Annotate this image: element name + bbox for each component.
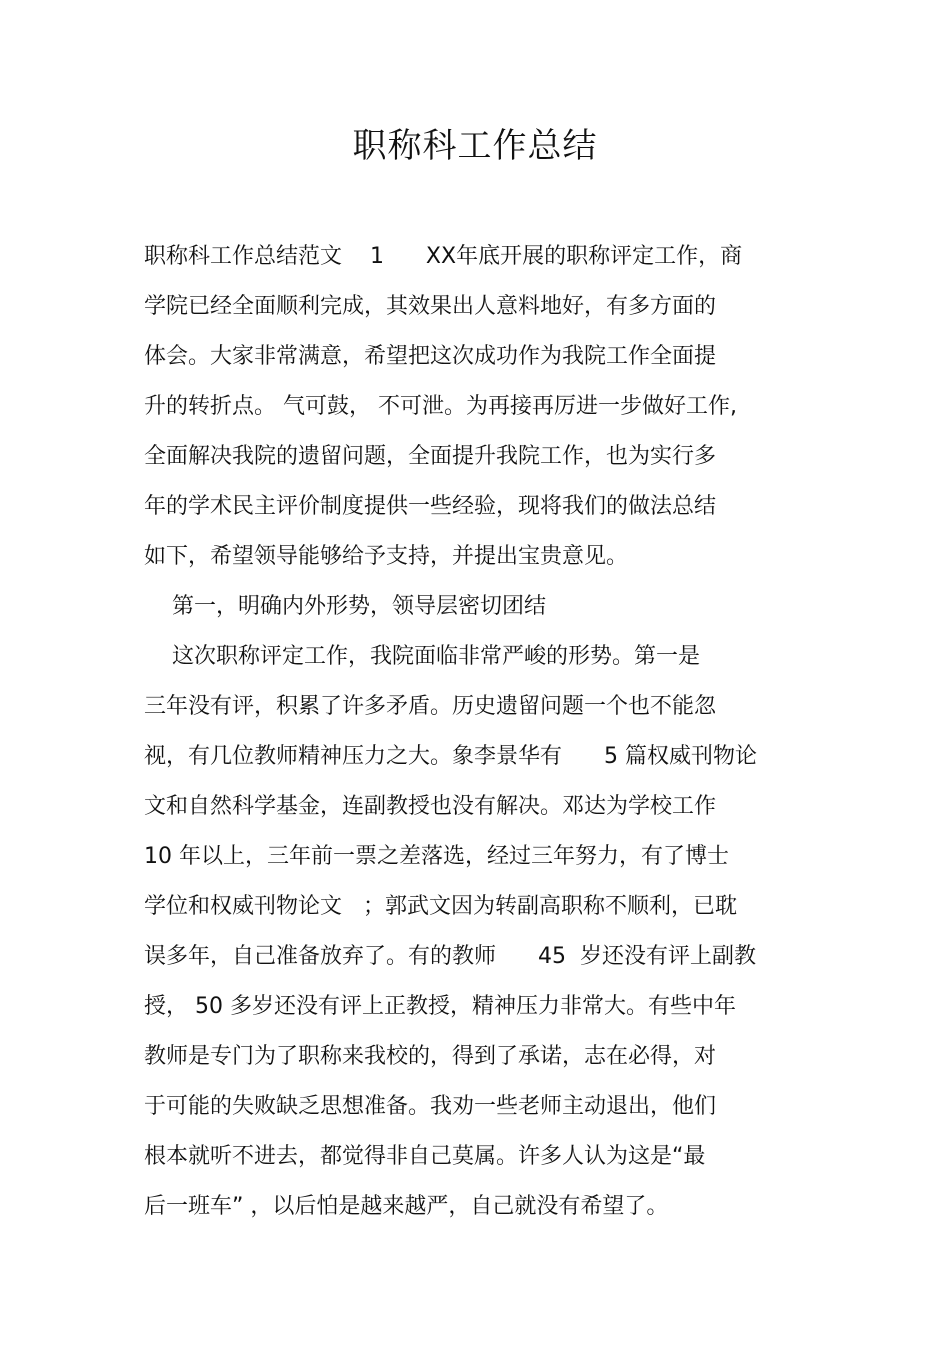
text-line: 年的学术民主评价制度提供一些经验，现将我们的做法总结 (144, 494, 717, 519)
text-line: 如下，希望领导能够给予支持，并提出宝贵意见。 (144, 544, 629, 569)
section-heading: 第一，明确内外形势，领导层密切团结 (144, 594, 546, 619)
text-line: 升的转折点。 气可鼓， 不可泄。为再接再厉进一步做好工作, (144, 394, 737, 419)
text-line: 三年没有评，积累了许多矛盾。历史遗留问题一个也不能忽 (144, 694, 717, 719)
text-line: 教师是专门为了职称来我校的，得到了承诺，志在必得，对 (144, 1044, 717, 1069)
text-line: 视，有几位教师精神压力之大。象李景华有 5 篇权威刊物论 (144, 744, 757, 769)
document-body (144, 232, 824, 1232)
text-line: 10 年以上，三年前一票之差落选，经过三年努力，有了博士 (144, 844, 729, 869)
text-line: 文和自然科学基金，连副教授也没有解决。邓达为学校工作 (144, 794, 717, 819)
text-line: 全面解决我院的遗留问题，全面提升我院工作，也为实行多 (144, 444, 717, 469)
text-line: 这次职称评定工作，我院面临非常严峻的形势。第一是 (144, 644, 700, 669)
text-line: 学院已经全面顺利完成，其效果出人意料地好，有多方面的 (144, 294, 717, 319)
text-line: 根本就听不进去，都觉得非自己莫属。许多人认为这是“最 (144, 1144, 706, 1169)
text-line: 授， 50 多岁还没有评上正教授，精神压力非常大。有些中年 (144, 994, 736, 1019)
text-line: 误多年，自己准备放弃了。有的教师 45 岁还没有评上副教 (144, 944, 756, 969)
document-title: 职称科工作总结 (352, 126, 598, 166)
text-line: 于可能的失败缺乏思想准备。我劝一些老师主动退出，他们 (144, 1094, 717, 1119)
text-line: 后一班车” ，以后怕是越来越严，自己就没有希望了。 (144, 1194, 669, 1219)
text-line: 职称科工作总结范文 1 XX年底开展的职称评定工作，商 (144, 244, 743, 269)
text-line: 学位和权威刊物论文 ；郭武文因为转副高职称不顺利，已耽 (144, 894, 737, 919)
text-line: 体会。大家非常满意，希望把这次成功作为我院工作全面提 (144, 344, 717, 369)
